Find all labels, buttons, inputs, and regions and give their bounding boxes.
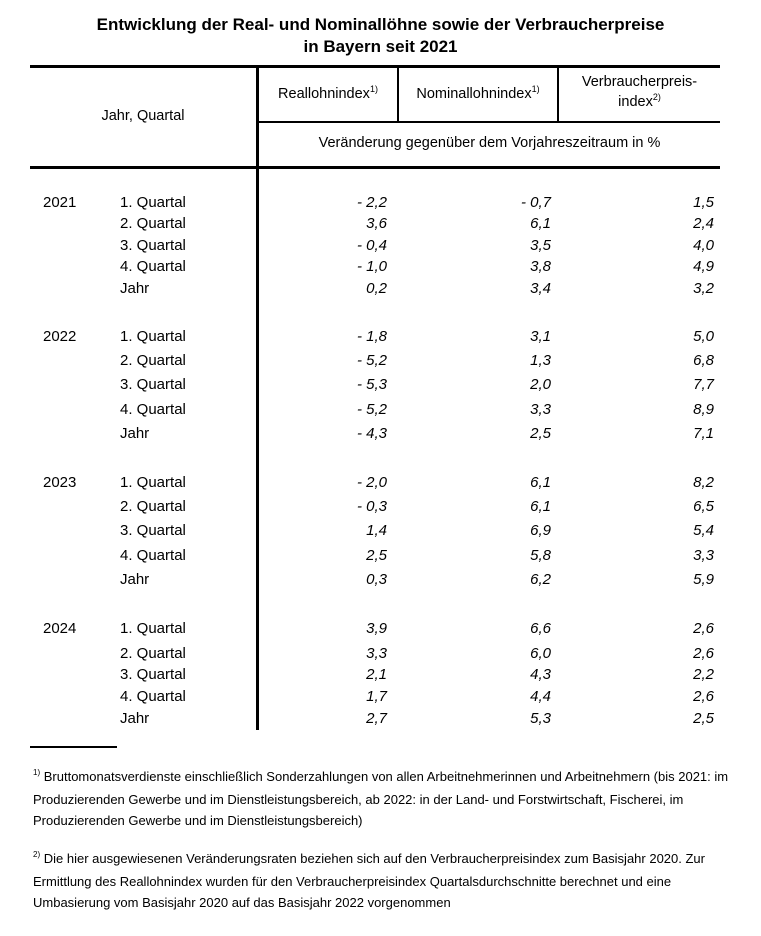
period-label: Jahr bbox=[120, 710, 150, 727]
year-label: 2022 bbox=[43, 328, 77, 345]
verbraucherpreisindex-value: 6,8 bbox=[693, 352, 714, 369]
nominallohnindex-value: 2,0 bbox=[530, 376, 551, 393]
title-line-1: Entwicklung der Real- und Nominallöhne sowie der Verbraucherpreise bbox=[96, 15, 665, 34]
nominallohnindex-value: 3,5 bbox=[530, 237, 551, 254]
reallohnindex-value: - 1,8 bbox=[356, 328, 387, 345]
verbraucherpreisindex-value: 2,6 bbox=[693, 645, 714, 662]
verbraucherpreisindex-value: 2,2 bbox=[693, 666, 714, 683]
verbraucherpreisindex-value: 2,5 bbox=[693, 710, 714, 727]
period-label: 4. Quartal bbox=[120, 401, 186, 418]
nominallohnindex-value: 6,6 bbox=[530, 620, 551, 637]
reallohnindex-value: - 0,3 bbox=[356, 498, 387, 515]
period-label: 3. Quartal bbox=[120, 666, 186, 683]
verbraucherpreisindex-value: 4,0 bbox=[693, 237, 714, 254]
column-header-reallohnindex bbox=[259, 84, 397, 105]
verbraucherpreisindex-value: 8,9 bbox=[693, 401, 714, 418]
nominallohnindex-value: 3,4 bbox=[530, 280, 551, 297]
nominallohnindex-value: 3,8 bbox=[530, 258, 551, 275]
verbraucherpreisindex-value: 2,4 bbox=[693, 215, 714, 232]
period-label: 4. Quartal bbox=[120, 688, 186, 705]
period-label: 4. Quartal bbox=[120, 547, 186, 564]
footnote-marker: 2) bbox=[652, 92, 661, 102]
period-label: 3. Quartal bbox=[120, 522, 186, 539]
nominallohnindex-value: 6,9 bbox=[530, 522, 551, 539]
nominallohnindex-value: 5,8 bbox=[530, 547, 551, 564]
verbraucherpreisindex-value: 3,2 bbox=[693, 280, 714, 297]
row-label-header bbox=[30, 106, 256, 126]
reallohnindex-value: - 5,3 bbox=[356, 376, 387, 393]
reallohnindex-value: - 2,2 bbox=[356, 194, 387, 211]
row-label-header-text: Jahr, Quartal bbox=[101, 108, 185, 124]
verbraucherpreisindex-value: 4,9 bbox=[693, 258, 714, 275]
nominallohnindex-value: 6,1 bbox=[530, 498, 551, 515]
column-header-label: Nominallohnindex bbox=[416, 86, 532, 102]
nominallohnindex-value: - 0,7 bbox=[520, 194, 551, 211]
nominallohnindex-value: 1,3 bbox=[530, 352, 551, 369]
period-label: 2. Quartal bbox=[120, 352, 186, 369]
unit-header-text: Veränderung gegenüber dem Vorjahreszeitraum in % bbox=[318, 135, 661, 151]
verbraucherpreisindex-value: 5,9 bbox=[693, 571, 714, 588]
nominallohnindex-value: 6,1 bbox=[530, 474, 551, 491]
footnote-marker: 1) bbox=[531, 84, 540, 94]
nominallohnindex-value: 4,4 bbox=[530, 688, 551, 705]
reallohnindex-value: 0,2 bbox=[366, 280, 387, 297]
period-label: 1. Quartal bbox=[120, 474, 186, 491]
nominallohnindex-value: 6,1 bbox=[530, 215, 551, 232]
year-label: 2021 bbox=[43, 194, 77, 211]
reallohnindex-value: - 5,2 bbox=[356, 352, 387, 369]
period-label: 2. Quartal bbox=[120, 215, 186, 232]
nominallohnindex-value: 2,5 bbox=[530, 425, 551, 442]
nominallohnindex-value: 5,3 bbox=[530, 710, 551, 727]
footnote-2-marker: 2) bbox=[33, 850, 41, 859]
period-label: 1. Quartal bbox=[120, 328, 186, 345]
footnote-1-marker: 1) bbox=[33, 768, 41, 777]
title-line-2: in Bayern seit 2021 bbox=[303, 37, 458, 56]
reallohnindex-value: 1,7 bbox=[366, 688, 387, 705]
year-label: 2024 bbox=[43, 620, 77, 637]
verbraucherpreisindex-value: 8,2 bbox=[693, 474, 714, 491]
verbraucherpreisindex-value: 7,1 bbox=[693, 425, 714, 442]
verbraucherpreisindex-value: 5,4 bbox=[693, 522, 714, 539]
reallohnindex-value: - 5,2 bbox=[356, 401, 387, 418]
footnote-2-text: Die hier ausgewiesenen Veränderungsraten beziehen sich auf den Verbraucherpreisindex zum Basisjahr 2020. Zur Ermittlung des Reallohnindex wurden für den Verbraucherpreisindex Quartalsdurchschnitte berechnet und eine Umbasierung vom Basisjahr 2020 auf das Basisjahr 2022 vorgenommen bbox=[33, 851, 705, 910]
header-mid-divider bbox=[257, 121, 720, 123]
footnote-2 bbox=[33, 848, 733, 913]
nominallohnindex-value: 4,3 bbox=[530, 666, 551, 683]
period-label: 3. Quartal bbox=[120, 237, 186, 254]
verbraucherpreisindex-value: 1,5 bbox=[693, 194, 714, 211]
footnote-1 bbox=[33, 766, 733, 831]
column-header-label-line2: index bbox=[618, 94, 653, 110]
nominallohnindex-value: 6,0 bbox=[530, 645, 551, 662]
reallohnindex-value: 3,6 bbox=[366, 215, 387, 232]
period-label: 1. Quartal bbox=[120, 194, 186, 211]
reallohnindex-value: 2,7 bbox=[366, 710, 387, 727]
column-header-nominallohnindex bbox=[399, 84, 557, 105]
reallohnindex-value: - 2,0 bbox=[356, 474, 387, 491]
row-label-divider bbox=[256, 65, 259, 730]
nominallohnindex-value: 3,1 bbox=[530, 328, 551, 345]
reallohnindex-value: 3,9 bbox=[366, 620, 387, 637]
reallohnindex-value: 0,3 bbox=[366, 571, 387, 588]
nominallohnindex-value: 3,3 bbox=[530, 401, 551, 418]
reallohnindex-value: 2,1 bbox=[366, 666, 387, 683]
table-top-border bbox=[30, 65, 720, 68]
footnote-marker: 1) bbox=[369, 84, 378, 94]
column-header-verbraucherpreisindex bbox=[559, 72, 720, 113]
reallohnindex-value: - 4,3 bbox=[356, 425, 387, 442]
verbraucherpreisindex-value: 6,5 bbox=[693, 498, 714, 515]
period-label: 3. Quartal bbox=[120, 376, 186, 393]
reallohnindex-value: 3,3 bbox=[366, 645, 387, 662]
header-bottom-border bbox=[30, 166, 720, 169]
verbraucherpreisindex-value: 7,7 bbox=[693, 376, 714, 393]
footnote-separator bbox=[30, 746, 117, 748]
unit-header bbox=[259, 133, 720, 153]
period-label: Jahr bbox=[120, 425, 150, 442]
reallohnindex-value: - 1,0 bbox=[356, 258, 387, 275]
verbraucherpreisindex-value: 2,6 bbox=[693, 620, 714, 637]
period-label: 2. Quartal bbox=[120, 498, 186, 515]
period-label: 1. Quartal bbox=[120, 620, 186, 637]
nominallohnindex-value: 6,2 bbox=[530, 571, 551, 588]
period-label: 4. Quartal bbox=[120, 258, 186, 275]
period-label: Jahr bbox=[120, 280, 150, 297]
period-label: Jahr bbox=[120, 571, 150, 588]
verbraucherpreisindex-value: 3,3 bbox=[693, 547, 714, 564]
reallohnindex-value: 2,5 bbox=[366, 547, 387, 564]
table-title bbox=[0, 14, 761, 58]
reallohnindex-value: 1,4 bbox=[366, 522, 387, 539]
reallohnindex-value: - 0,4 bbox=[356, 237, 387, 254]
year-label: 2023 bbox=[43, 474, 77, 491]
verbraucherpreisindex-value: 2,6 bbox=[693, 688, 714, 705]
verbraucherpreisindex-value: 5,0 bbox=[693, 328, 714, 345]
column-header-label: Reallohnindex bbox=[278, 86, 370, 102]
period-label: 2. Quartal bbox=[120, 645, 186, 662]
column-header-label-line1: Verbraucherpreis- bbox=[581, 74, 698, 90]
footnote-1-text: Bruttomonatsverdienste einschließlich Sonderzahlungen von allen Arbeitnehmerinnen und Arbeitnehmern (bis 2021: im Produzierenden Gewerbe und im Dienstleistungsbereich, ab 2022: in der Land- und Forstwirtschaft, Fischerei, im Produzierenden Gewerbe und im Dienstleistungsbereich) bbox=[33, 769, 729, 828]
